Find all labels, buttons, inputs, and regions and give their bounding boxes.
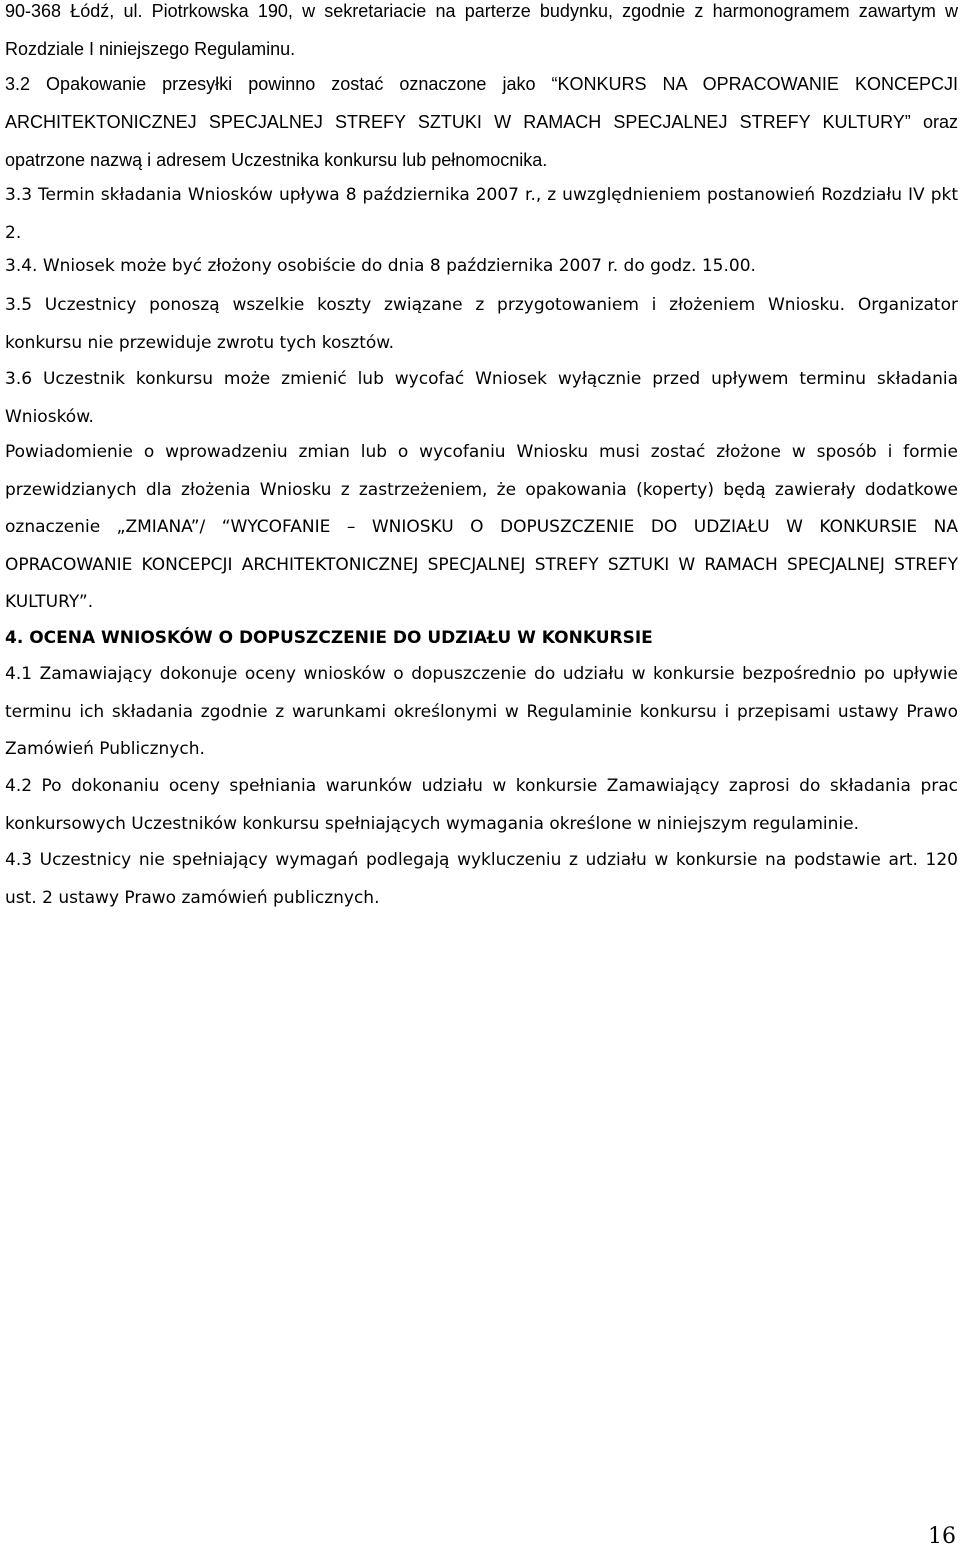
paragraph-4-3: 4.3 Uczestnicy nie spełniający wymagań podlegają wykluczeniu z udziału w konkursie na podstawie art. 120 ust. 2 ustawy Prawo zamówień publicznych.	[5, 850, 958, 908]
paragraph-3-2: 3.2 Opakowanie przesyłki powinno zostać oznaczone jako “KONKURS NA OPRACOWANIE KONCEPCJI ARCHITEKTONICZNEJ SPECJALNEJ STREFY SZTUKI W RAMACH SPECJALNEJ STREFY KULTURY” oraz opatrzone nazwą i adresem Uczestnika konkursu lub pełnomocnika.	[5, 74, 958, 170]
paragraph-3-3: 3.3 Termin składania Wniosków upływa 8 października 2007 r., z uwzględnieniem postanowień Rozdziału IV pkt 2.	[5, 185, 958, 243]
paragraph-3-6: 3.6 Uczestnik konkursu może zmienić lub wycofać Wniosek wyłącznie przed upływem terminu składania Wniosków.	[5, 369, 958, 427]
page-number: 16	[928, 1524, 956, 1549]
paragraph-3-5: 3.5 Uczestnicy ponoszą wszelkie koszty związane z przygotowaniem i złożeniem Wniosku. Organizator konkursu nie przewiduje zwrotu tych kosztów.	[5, 295, 958, 353]
paragraph-4-2: 4.2 Po dokonaniu oceny spełniania warunków udziału w konkursie Zamawiający zaprosi do składania prac konkursowych Uczestników konkursu spełniających wymagania określone w niniejszym regulaminie.	[5, 776, 958, 834]
section-4-heading: 4. OCENA WNIOSKÓW O DOPUSZCZENIE DO UDZIAŁU W KONKURSIE	[5, 628, 653, 648]
notification-paragraph: Powiadomienie o wprowadzeniu zmian lub o wycofaniu Wniosku musi zostać złożone w sposób i formie przewidzianych dla złożenia Wniosku z zastrzeżeniem, że opakowania (koperty) będą zawierały dodatkowe oznaczenie „ZMIANA”/ “WYCOFANIE – WNIOSKU O DOPUSZCZENIE DO UDZIAŁU W KONKURSIE NA OPRACOWANIE KONCEPCJI ARCHITEKTONICZNEJ SPECJALNEJ STREFY SZTUKI W RAMACH SPECJALNEJ STREFY KULTURY”.	[5, 442, 958, 612]
paragraph-4-1: 4.1 Zamawiający dokonuje oceny wniosków o dopuszczenie do udziału w konkursie bezpośrednio po upływie terminu ich składania zgodnie z warunkami określonymi w Regulaminie konkursu i przepisami ustawy Prawo Zamówień Publicznych.	[5, 664, 958, 759]
address-continuation-paragraph: 90-368 Łódź, ul. Piotrkowska 190, w sekretariacie na parterze budynku, zgodnie z harmonogramem zawartym w Rozdziale I niniejszego Regulaminu.	[5, 1, 958, 59]
paragraph-3-4: 3.4. Wniosek może być złożony osobiście do dnia 8 października 2007 r. do godz. 15.00.	[5, 256, 756, 276]
